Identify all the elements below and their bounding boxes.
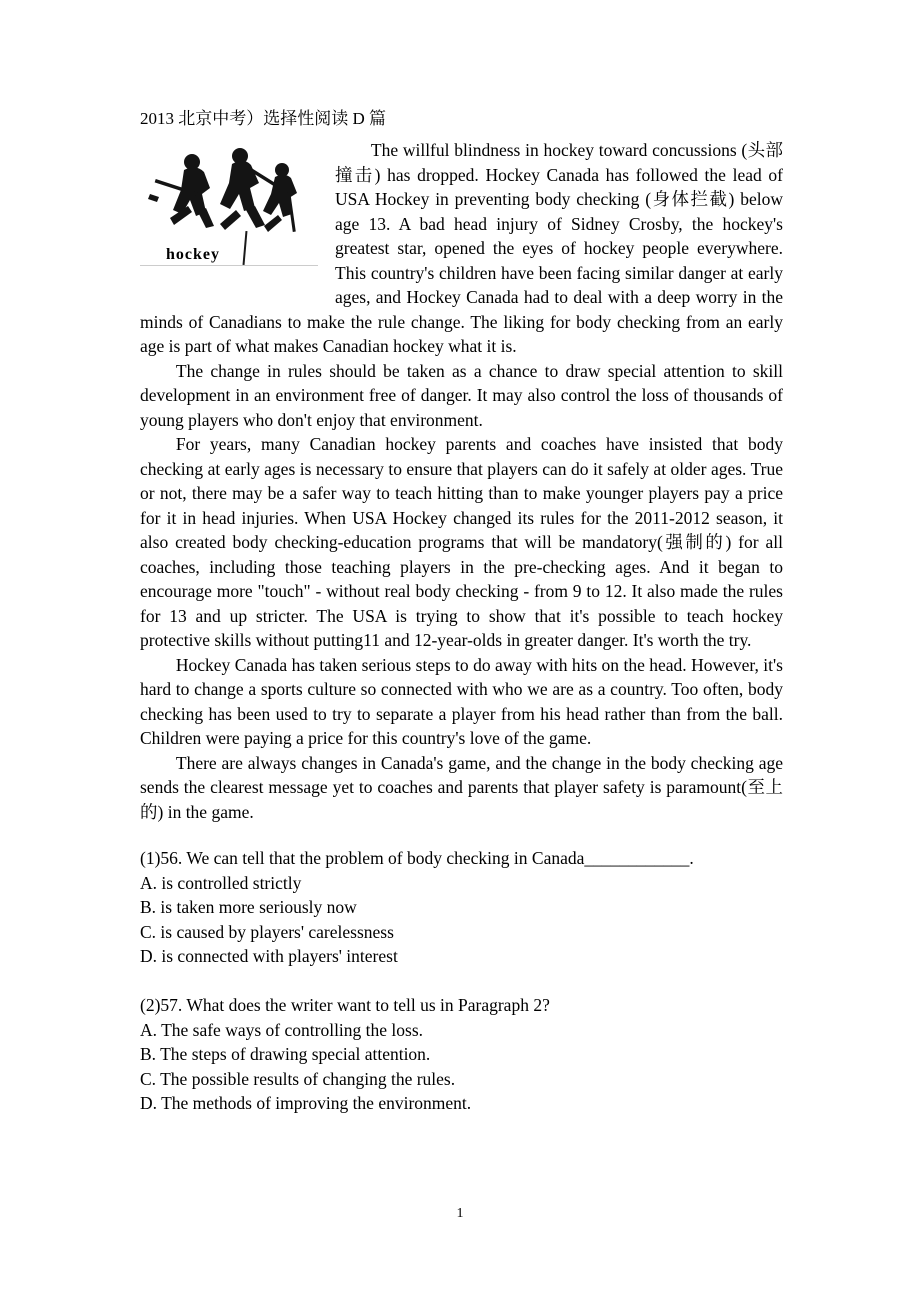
question-57 bbox=[140, 993, 783, 1116]
passage-paragraph-5: There are always changes in Canada's game, and the change in the body checking age sends the clearest message yet to coaches and parents that player safety is paramount(至上的) in the game. bbox=[140, 752, 783, 822]
hockey-players-illustration bbox=[140, 140, 315, 245]
passage-paragraph-3: For years, many Canadian hockey parents and coaches have insisted that body checking at early ages is necessary to ensure that players can do it safely at older ages. True or not, there may be a safer way to teach hitting than to make younger players pay a price for it in head injuries. When USA Hockey changed its rules for the 2011-2012 season, it also created body checking-education programs that will be mandatory(强制的) for all coaches, including those teaching players in the pre-checking ages. And it began to encourage more "touch" - without real body checking - from 9 to 12. It also made the rules for 13 and up stricter. The USA is trying to show that it's possible to teach hockey protective skills without putting11 and 12-year-olds in greater danger. It's worth the try. bbox=[140, 434, 783, 650]
hockey-image-caption: hockey bbox=[166, 246, 220, 263]
passage-paragraph-2: The change in rules should be taken as a chance to draw special attention to skill development in an environment free of danger. It may also control the loss of thousands of young players who don't enjoy that environment. bbox=[140, 360, 783, 430]
question-56 bbox=[140, 846, 783, 969]
passage-paragraph-4: Hockey Canada has taken serious steps to do away with hits on the head. However, it's hard to change a sports culture so connected with who we are as a country. Too often, body checking has been used to try to separate a player from his head rather than from the ball. Children were paying a price for this country's love of the game. bbox=[140, 654, 783, 748]
questions-section bbox=[140, 824, 783, 1116]
question-57-option-c: C. The possible results of changing the rules. bbox=[140, 1068, 456, 1089]
question-57-option-a: A. The safe ways of controlling the loss. bbox=[140, 1019, 424, 1040]
question-56-stem: (1)56. We can tell that the problem of body checking in Canada____________. bbox=[140, 848, 694, 868]
question-57-option-d: D. The methods of improving the environment. bbox=[140, 1093, 472, 1114]
question-56-option-b: B. is taken more seriously now bbox=[140, 897, 357, 918]
hockey-image bbox=[140, 140, 318, 266]
page-title: 2013 北京中考）选择性阅读 D 篇 bbox=[140, 109, 387, 128]
question-56-option-a: A. is controlled strictly bbox=[140, 872, 302, 893]
question-56-option-d: D. is connected with players' interest bbox=[140, 946, 398, 967]
passage-paragraph-1: The willful blindness in hockey toward concussions (头部撞击) has dropped. Hockey Canada has followed the lead of USA Hockey in preventing body checking (身体拦截) below age 13. A bad head injury of Sidney Crosby, the hockey's greatest star, opened the eyes of hockey people everywhere. This country's children have been facing similar danger at early ages, and Hockey Canada had to deal with a deep worry in the minds of Canadians to make the rule change. The liking for body checking from an early age is part of what makes Canadian hockey what it is. bbox=[140, 140, 783, 356]
question-57-option-b: B. The steps of drawing special attention. bbox=[140, 1044, 431, 1065]
reading-passage bbox=[140, 138, 783, 824]
question-57-stem: (2)57. What does the writer want to tell us in Paragraph 2? bbox=[140, 994, 550, 1015]
page-number: 1 bbox=[456, 1206, 464, 1221]
question-56-option-c: C. is caused by players' carelessness bbox=[140, 921, 394, 942]
